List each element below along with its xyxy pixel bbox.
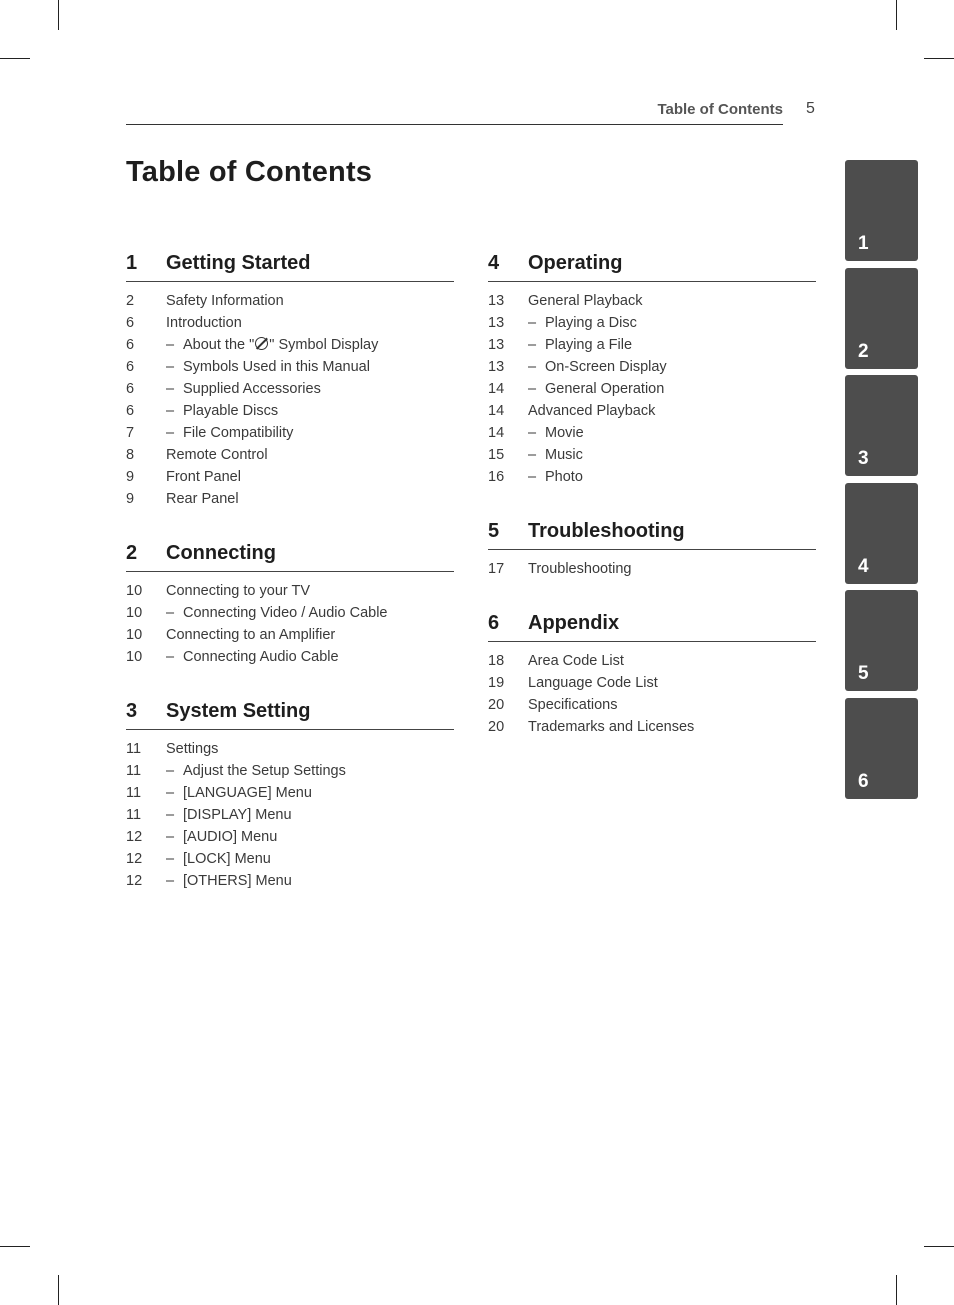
section-number: 5 (488, 520, 500, 542)
section-heading (126, 252, 454, 282)
toc-entry[interactable] (488, 672, 816, 694)
section-title: Getting Started (166, 252, 311, 274)
section-number: 6 (488, 612, 500, 634)
toc-entry[interactable] (126, 580, 454, 602)
toc-entry[interactable] (488, 694, 816, 716)
toc-page-number: 9 (126, 469, 135, 485)
toc-entry[interactable] (126, 334, 454, 356)
toc-section (126, 542, 454, 668)
toc-entry-text: About the " " Symbol Display (183, 337, 379, 353)
chapter-tab-4[interactable] (845, 483, 918, 584)
toc-sub-dash: – (166, 851, 175, 867)
toc-sub-dash: – (166, 763, 175, 779)
toc-entry-text: Specifications (528, 697, 618, 713)
toc-entry-text: Movie (545, 425, 584, 441)
running-header-title: Table of Contents (657, 101, 783, 118)
toc-entry[interactable] (488, 466, 816, 488)
toc-entry[interactable] (126, 782, 454, 804)
chapter-tab-label: 3 (858, 448, 869, 470)
toc-page-number: 6 (126, 381, 135, 397)
toc-entry-text: Area Code List (528, 653, 624, 669)
toc-entry-text: [AUDIO] Menu (183, 829, 278, 845)
toc-entry[interactable] (126, 290, 454, 312)
toc-entry[interactable] (488, 334, 816, 356)
toc-entry[interactable] (126, 444, 454, 466)
prohibit-icon (255, 337, 268, 350)
toc-sub-dash: – (166, 807, 175, 823)
page-number: 5 (806, 100, 815, 117)
toc-section (488, 520, 816, 580)
toc-entry-text: Remote Control (166, 447, 268, 463)
toc-sub-dash: – (528, 359, 537, 375)
toc-page-number: 13 (488, 315, 505, 331)
toc-entry-text: Front Panel (166, 469, 241, 485)
toc-page-number: 11 (126, 741, 142, 757)
chapter-tab-label: 2 (858, 340, 869, 362)
toc-page-number: 12 (126, 829, 143, 845)
chapter-tab-6[interactable] (845, 698, 918, 799)
toc-entry-text: Supplied Accessories (183, 381, 321, 397)
toc-entry[interactable] (126, 400, 454, 422)
toc-page-number: 10 (126, 649, 143, 665)
toc-entry[interactable] (126, 422, 454, 444)
toc-page-number: 7 (126, 425, 135, 441)
toc-entry-text: Settings (166, 741, 219, 757)
toc-section (126, 252, 454, 510)
toc-entry-text: Connecting to an Amplifier (166, 627, 336, 643)
chapter-tab-2[interactable] (845, 268, 918, 369)
crop-mark (924, 1246, 954, 1247)
toc-page-number: 17 (488, 561, 505, 577)
toc-page-number: 11 (126, 785, 142, 801)
section-title: Operating (528, 252, 623, 274)
toc-sub-dash: – (166, 829, 175, 845)
toc-page-number: 10 (126, 605, 143, 621)
chapter-tab-label: 6 (858, 771, 869, 792)
toc-page-number: 20 (488, 697, 505, 713)
crop-mark (896, 1275, 897, 1305)
toc-entry[interactable] (126, 356, 454, 378)
section-heading (488, 520, 816, 550)
section-number: 2 (126, 542, 138, 564)
toc-sub-dash: – (528, 381, 537, 397)
toc-page-number: 13 (488, 337, 505, 353)
toc-entry-text: Symbols Used in this Manual (183, 359, 370, 375)
toc-entry-text: Introduction (166, 315, 242, 331)
toc-entry[interactable] (488, 312, 816, 334)
toc-page-number: 13 (488, 293, 505, 309)
toc-sub-dash: – (166, 381, 175, 397)
toc-section (488, 612, 816, 738)
toc-entry-text: Connecting to your TV (166, 583, 311, 599)
toc-page-number: 6 (126, 337, 135, 353)
toc-entry-text: Rear Panel (166, 491, 239, 507)
toc-page-number: 8 (126, 447, 135, 463)
toc-page-number: 11 (126, 807, 142, 823)
toc-entry[interactable] (126, 488, 454, 510)
toc-entry[interactable] (126, 378, 454, 400)
toc-sub-dash: – (528, 337, 537, 353)
toc-entry[interactable] (126, 804, 454, 826)
toc-page-number: 6 (126, 403, 135, 419)
toc-page-number: 14 (488, 403, 505, 419)
chapter-tab-3[interactable] (845, 375, 918, 476)
toc-page-number: 11 (126, 763, 142, 779)
toc-entry[interactable] (126, 646, 454, 668)
toc-page-number: 15 (488, 447, 505, 463)
section-title: Troubleshooting (528, 520, 685, 542)
toc-sub-dash: – (528, 425, 537, 441)
toc-page-number: 14 (488, 425, 505, 441)
section-heading (488, 612, 816, 642)
toc-entry-text: Connecting Audio Cable (183, 649, 339, 665)
section-title: System Setting (166, 700, 311, 722)
toc-sub-dash: – (166, 605, 175, 621)
toc-entry-text: Safety Information (166, 293, 284, 309)
toc-entry[interactable] (126, 848, 454, 870)
toc-entry-text: [LANGUAGE] Menu (183, 785, 312, 801)
toc-page-number: 20 (488, 719, 505, 735)
toc-sub-dash: – (166, 873, 175, 889)
toc-entry[interactable] (488, 716, 816, 738)
toc-entry[interactable] (488, 356, 816, 378)
section-number: 4 (488, 252, 500, 274)
section-title: Connecting (166, 542, 276, 564)
toc-sub-dash: – (166, 337, 175, 353)
toc-entry-text: [DISPLAY] Menu (183, 807, 292, 823)
toc-entry[interactable] (488, 378, 816, 400)
toc-entry-text: Music (545, 447, 583, 463)
toc-entry-text: General Playback (528, 293, 643, 309)
toc-page-number: 2 (126, 293, 135, 309)
toc-entry-text: Adjust the Setup Settings (183, 763, 346, 779)
toc-entry-text: Troubleshooting (528, 561, 632, 577)
toc-column-right (488, 252, 816, 770)
toc-sub-dash: – (166, 785, 175, 801)
toc-entry-text: Playing a Disc (545, 315, 637, 331)
toc-sub-dash: – (528, 315, 537, 331)
crop-mark (0, 1246, 30, 1247)
crop-mark (58, 1275, 59, 1305)
toc-page-number: 12 (126, 851, 143, 867)
toc-page-number: 6 (126, 359, 135, 375)
crop-mark (0, 58, 30, 59)
section-heading (126, 700, 454, 730)
toc-sub-dash: – (528, 469, 537, 485)
toc-sub-dash: – (166, 403, 175, 419)
toc-column-left (126, 252, 454, 924)
section-number: 1 (126, 252, 138, 274)
toc-entry-text: Advanced Playback (528, 403, 656, 419)
toc-page-number: 9 (126, 491, 135, 507)
toc-entry[interactable] (126, 826, 454, 848)
toc-entry-text: [LOCK] Menu (183, 851, 271, 867)
toc-sub-dash: – (528, 447, 537, 463)
toc-page-number: 10 (126, 583, 143, 599)
toc-page-number: 14 (488, 381, 505, 397)
toc-entry[interactable] (488, 444, 816, 466)
page-title: Table of Contents (126, 156, 373, 188)
chapter-tab-5[interactable] (845, 590, 918, 691)
toc-page-number: 18 (488, 653, 505, 669)
toc-page-number: 12 (126, 873, 143, 889)
toc-entry-text: Playable Discs (183, 403, 279, 419)
toc-page-number: 16 (488, 469, 505, 485)
chapter-tab-label: 4 (858, 555, 869, 577)
toc-entry[interactable] (126, 760, 454, 782)
toc-entry[interactable] (488, 650, 816, 672)
toc-entry[interactable] (488, 422, 816, 444)
toc-entry[interactable] (126, 466, 454, 488)
toc-entry-text: [OTHERS] Menu (183, 873, 292, 889)
toc-entry[interactable] (488, 400, 816, 422)
crop-mark (896, 0, 897, 30)
toc-entry-text: On-Screen Display (545, 359, 667, 375)
running-header (126, 100, 783, 125)
toc-entry[interactable] (126, 624, 454, 646)
chapter-tab-label: 5 (858, 663, 869, 685)
toc-entry[interactable] (488, 290, 816, 312)
crop-mark (924, 58, 954, 59)
toc-entry[interactable] (126, 870, 454, 892)
chapter-tab-label: 1 (858, 233, 869, 254)
toc-entry-text: Trademarks and Licenses (528, 719, 695, 735)
section-heading (126, 542, 454, 572)
toc-page-number: 6 (126, 315, 135, 331)
toc-entry-text: File Compatibility (183, 425, 294, 441)
toc-sub-dash: – (166, 425, 175, 441)
crop-mark (58, 0, 59, 30)
toc-entry-text: General Operation (545, 381, 665, 397)
toc-entry-text: Playing a File (545, 337, 633, 353)
toc-entry-text: Connecting Video / Audio Cable (183, 605, 388, 621)
toc-entry[interactable] (126, 312, 454, 334)
toc-entry[interactable] (488, 558, 816, 580)
section-title: Appendix (528, 612, 620, 634)
toc-page-number: 10 (126, 627, 143, 643)
toc-sub-dash: – (166, 359, 175, 375)
toc-sub-dash: – (166, 649, 175, 665)
toc-entry[interactable] (126, 602, 454, 624)
toc-page-number: 13 (488, 359, 505, 375)
chapter-tab-1[interactable] (845, 160, 918, 261)
section-heading (488, 252, 816, 282)
toc-entry[interactable] (126, 738, 454, 760)
toc-entry-text: Language Code List (528, 675, 658, 691)
toc-section (488, 252, 816, 488)
toc-page-number: 19 (488, 675, 505, 691)
toc-section (126, 700, 454, 892)
toc-entry-text: Photo (545, 469, 583, 485)
section-number: 3 (126, 700, 138, 722)
